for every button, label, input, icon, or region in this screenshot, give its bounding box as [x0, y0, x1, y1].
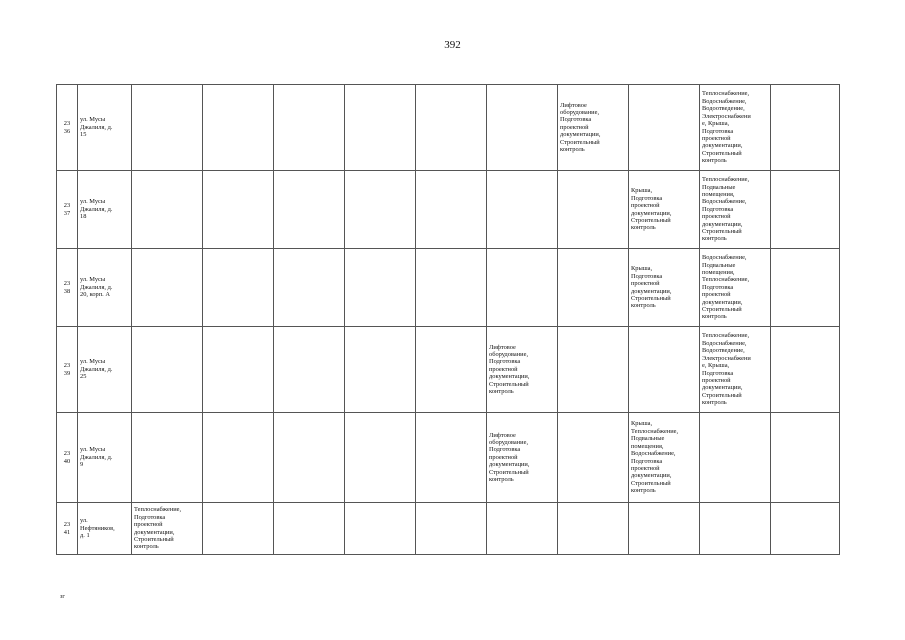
- work-cell: [345, 413, 416, 503]
- table-row: [57, 413, 840, 503]
- work-cell: [629, 327, 700, 413]
- work-cell: Теплоснабжение, Подготовка проектной документации, Строительный контроль: [132, 503, 203, 555]
- work-cell: [132, 171, 203, 249]
- work-cell: [558, 413, 629, 503]
- address-cell: ул. Мусы Джалиля, д. 18: [78, 171, 132, 249]
- work-cell: [558, 171, 629, 249]
- work-cell: [132, 327, 203, 413]
- work-cell: [416, 85, 487, 171]
- work-cell: [416, 171, 487, 249]
- work-cell: [416, 327, 487, 413]
- row-number: 23 41: [57, 503, 78, 555]
- work-cell: Крыша, Теплоснабжение, Подвальные помещения, Водоснабжение, Подготовка проектной документации, Строительный контроль: [629, 413, 700, 503]
- work-cell: [203, 85, 274, 171]
- work-cell: Теплоснабжение, Подвальные помещения, Водоснабжение, Подготовка проектной документации, Строительный контроль: [700, 171, 771, 249]
- work-cell: [487, 85, 558, 171]
- address-cell: ул. Нефтяников, д. 1: [78, 503, 132, 555]
- work-cell: Лифтовое оборудование, Подготовка проектной документации, Строительный контроль: [487, 413, 558, 503]
- work-cell: [203, 249, 274, 327]
- work-cell: [629, 503, 700, 555]
- row-number: 23 38: [57, 249, 78, 327]
- work-cell: [132, 85, 203, 171]
- work-cell: Крыша, Подготовка проектной документации, Строительный контроль: [629, 249, 700, 327]
- address-cell: ул. Мусы Джалиля, д. 25: [78, 327, 132, 413]
- work-cell: [132, 249, 203, 327]
- work-cell: [274, 85, 345, 171]
- address-cell: ул. Мусы Джалиля, д. 9: [78, 413, 132, 503]
- table-row: [57, 249, 840, 327]
- work-cell: [345, 503, 416, 555]
- work-cell: Крыша, Подготовка проектной документации, Строительный контроль: [629, 171, 700, 249]
- address-cell: ул. Мусы Джалиля, д. 15: [78, 85, 132, 171]
- repair-schedule-table: [56, 84, 840, 555]
- work-cell: [345, 249, 416, 327]
- table-row: [57, 171, 840, 249]
- work-cell: [487, 249, 558, 327]
- address-cell: ул. Мусы Джалиля, д. 20, корп. А: [78, 249, 132, 327]
- work-cell: [203, 327, 274, 413]
- work-cell: [771, 503, 840, 555]
- work-cell: [132, 413, 203, 503]
- work-cell: [345, 327, 416, 413]
- work-cell: [345, 171, 416, 249]
- work-cell: Лифтовое оборудование, Подготовка проектной документации, Строительный контроль: [487, 327, 558, 413]
- work-cell: [416, 503, 487, 555]
- work-cell: [274, 503, 345, 555]
- footer-mark: зг: [60, 594, 65, 600]
- work-cell: Теплоснабжение, Водоснабжение, Водоотведение, Электроснабжени е, Крыша, Подготовка проектной документации, Строительный контроль: [700, 327, 771, 413]
- work-cell: [274, 327, 345, 413]
- row-number: 23 37: [57, 171, 78, 249]
- table-row: [57, 503, 840, 555]
- table-row: [57, 327, 840, 413]
- work-cell: [487, 503, 558, 555]
- work-cell: [345, 85, 416, 171]
- work-cell: Водоснабжение, Подвальные помещения, Теплоснабжение, Подготовка проектной документации, Строительный контроль: [700, 249, 771, 327]
- work-cell: [700, 413, 771, 503]
- work-cell: [629, 85, 700, 171]
- work-cell: [203, 171, 274, 249]
- work-cell: Теплоснабжение, Водоснабжение, Водоотведение, Электроснабжени е, Крыша, Подготовка проектной документации, Строительный контроль: [700, 85, 771, 171]
- work-cell: [487, 171, 558, 249]
- work-cell: [558, 327, 629, 413]
- work-cell: Лифтовое оборудование, Подготовка проектной документации, Строительный контроль: [558, 85, 629, 171]
- page-number: 392: [444, 39, 461, 51]
- work-cell: [771, 327, 840, 413]
- work-cell: [416, 249, 487, 327]
- work-cell: [771, 249, 840, 327]
- work-cell: [203, 413, 274, 503]
- work-cell: [558, 249, 629, 327]
- work-cell: [274, 249, 345, 327]
- work-cell: [771, 85, 840, 171]
- row-number: 23 36: [57, 85, 78, 171]
- work-cell: [274, 413, 345, 503]
- row-number: 23 40: [57, 413, 78, 503]
- work-cell: [416, 413, 487, 503]
- table-row: [57, 85, 840, 171]
- work-cell: [771, 413, 840, 503]
- work-cell: [558, 503, 629, 555]
- work-cell: [274, 171, 345, 249]
- row-number: 23 39: [57, 327, 78, 413]
- work-cell: [771, 171, 840, 249]
- work-cell: [203, 503, 274, 555]
- work-cell: [700, 503, 771, 555]
